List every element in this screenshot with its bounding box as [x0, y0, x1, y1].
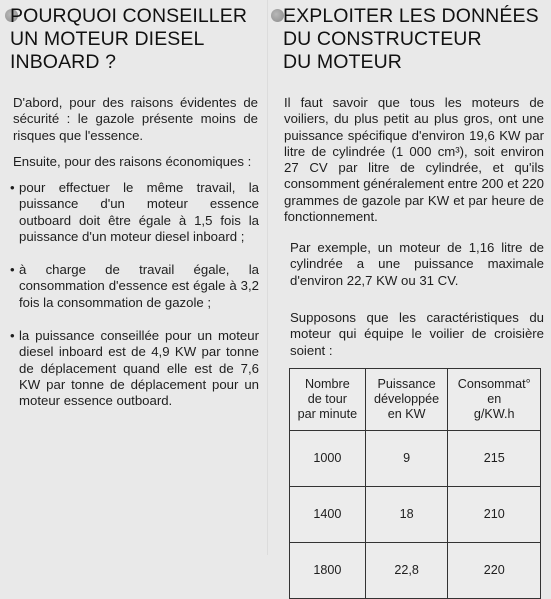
left-column [0, 0, 268, 555]
cell-consumption: 215 [448, 431, 541, 487]
right-heading-line-3: DU MOTEUR [283, 51, 402, 73]
header-rpm: Nombre de tour par minute [290, 369, 366, 431]
table-header-row [290, 369, 541, 431]
left-heading [10, 5, 247, 74]
right-column [271, 0, 551, 577]
bullet-mark: • [10, 262, 15, 277]
cell-consumption: 220 [448, 543, 541, 599]
cell-rpm: 1000 [290, 431, 366, 487]
cell-power: 22,8 [365, 543, 448, 599]
right-heading-line-2: DU CONSTRUCTEUR [283, 28, 482, 50]
list-item [10, 262, 259, 311]
engine-data-table [289, 368, 541, 599]
bullet-mark: • [10, 328, 15, 343]
list-item [10, 328, 259, 409]
column-divider [266, 0, 269, 555]
header-consumption: Consommat° en g/KW.h [448, 369, 541, 431]
cell-rpm: 1800 [290, 543, 366, 599]
intro-paragraph: D'abord, pour des raisons évidentes de sécurité : le gazole présente moins de risques que l'essence. [13, 95, 258, 143]
specific-power-paragraph: Il faut savoir que tous les moteurs de voiliers, du plus petit au plus gros, ont une puissance spécifique d'environ 19,6 KW par litre de cylindrée (1 000 cm³), soit environ 27 CV par litre de cylindrée, et qu'ils consomment généralement entre 200 et 220 grammes de gazole par KW et par heure de fonctionnement. [284, 95, 544, 225]
economic-paragraph: Ensuite, pour des raisons économiques : [13, 154, 252, 169]
assumption-paragraph: Supposons que les caractéristiques du moteur qui équipe le voilier de croisière soient : [290, 310, 544, 358]
cell-power: 9 [365, 431, 448, 487]
cell-power: 18 [365, 487, 448, 543]
list-item-text: pour effectuer le même travail, la puissance d'un moteur essence outboard doit être égale à 1,5 fois la puissance d'un moteur diesel inboard ; [19, 180, 259, 244]
table-row [290, 487, 541, 543]
bullet-mark: • [10, 180, 15, 195]
list-item-text: la puissance conseillée pour un moteur diesel inboard est de 4,9 KW par tonne de déplacement quand elle est de 7,6 KW par tonne de déplacement pour un moteur essence outboard. [19, 328, 259, 409]
table-row [290, 543, 541, 599]
example-paragraph: Par exemple, un moteur de 1,16 litre de cylindrée a une puissance maximale d'environ 22,7 KW ou 31 CV. [290, 240, 544, 288]
right-heading-line-1: EXPLOITER LES DONNÉES [283, 5, 539, 27]
left-heading-line-3: INBOARD ? [10, 51, 117, 73]
list-item [10, 180, 259, 245]
header-power: Puissance développée en KW [365, 369, 448, 431]
cell-consumption: 210 [448, 487, 541, 543]
left-heading-line-2: UN MOTEUR DIESEL [10, 28, 205, 50]
table-row [290, 431, 541, 487]
cell-rpm: 1400 [290, 487, 366, 543]
left-heading-line-1: POURQUOI CONSEILLER [10, 5, 248, 27]
right-heading [283, 5, 539, 74]
list-item-text: à charge de travail égale, la consommation d'essence est égale à 3,2 fois la consommation de gazole ; [19, 262, 259, 310]
